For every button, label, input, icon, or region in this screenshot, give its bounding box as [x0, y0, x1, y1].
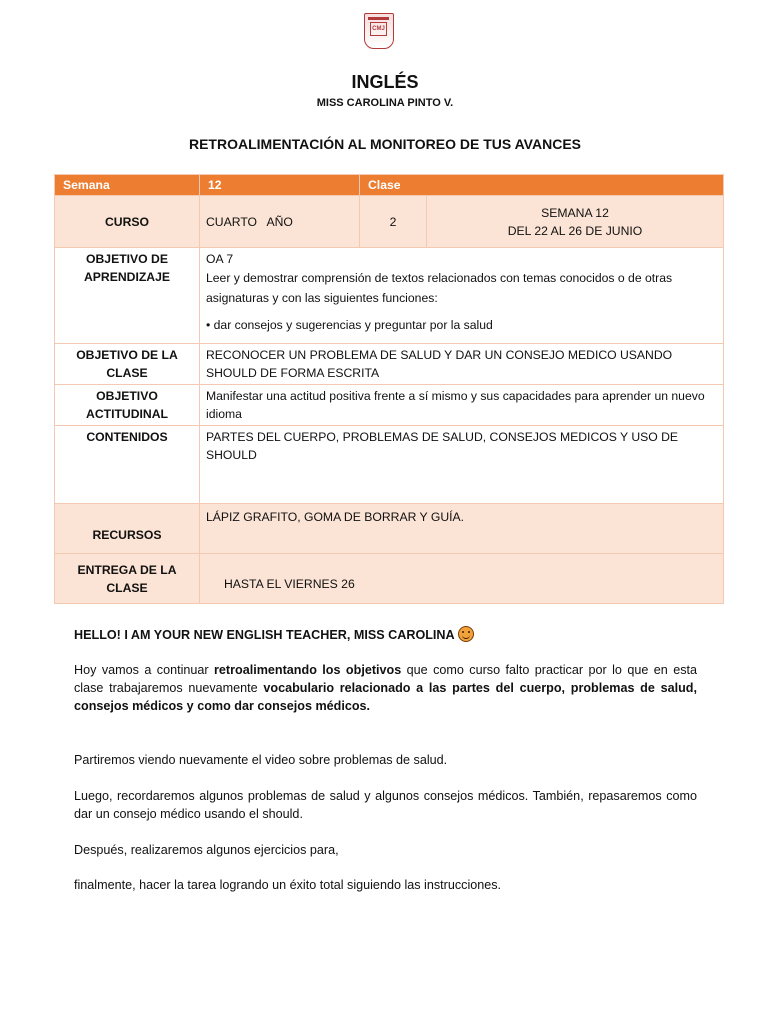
contenidos-value: PARTES DEL CUERPO, PROBLEMAS DE SALUD, CONSEJOS MEDICOS Y USO DE SHOULD	[200, 426, 724, 504]
greeting-text: HELLO! I AM YOUR NEW ENGLISH TEACHER, MISS CAROLINA	[74, 628, 455, 642]
semana-dates	[427, 196, 724, 248]
intro-text-1: Hoy vamos a continuar	[74, 663, 215, 677]
curso-row	[55, 196, 724, 248]
paragraph-exercises: Después, realizaremos algunos ejercicios para,	[74, 843, 339, 857]
curso-label: CURSO	[55, 196, 200, 248]
objetivo-aprendizaje-row	[55, 248, 724, 344]
curso-value: CUARTO AÑO	[200, 196, 360, 248]
objetivo-clase-row	[55, 344, 724, 385]
entrega-label: ENTREGA DE LA CLASE	[55, 554, 200, 604]
recursos-label: RECURSOS	[55, 504, 200, 554]
clase-number: 2	[360, 196, 427, 248]
table-header-row	[55, 175, 724, 196]
oa-bullet: • dar consejos y sugerencias y preguntar por la salud	[206, 318, 493, 332]
objetivo-actitudinal-label: OBJETIVO ACTITUDINAL	[55, 385, 200, 426]
contenidos-row	[55, 426, 724, 504]
school-crest-icon: CMJ	[364, 13, 394, 49]
intro-paragraph	[74, 661, 697, 715]
paragraph-review: Luego, recordaremos algunos problemas de salud y algunos consejos médicos. También, repasaremos como dar un consejo médico usando el should.	[74, 789, 697, 821]
intro-bold-2: vocabulario relacionado a las partes del cuerpo, problemas de salud, consejos médicos y como dar consejos médicos.	[74, 681, 697, 713]
dates-line: DEL 22 AL 26 DE JUNIO	[507, 223, 643, 238]
paragraph-homework: finalmente, hacer la tarea logrando un éxito total siguiendo las instrucciones.	[74, 878, 502, 892]
oa-code: OA 7	[206, 252, 234, 266]
clase-label: Clase	[360, 175, 724, 196]
page-heading: RETROALIMENTACIÓN AL MONITOREO DE TUS AVANCES	[188, 136, 581, 152]
semana-label: Semana	[55, 175, 200, 196]
class-info-table	[54, 174, 724, 604]
entrega-value: HASTA EL VIERNES 26	[200, 554, 724, 604]
semana-line: SEMANA 12	[541, 205, 609, 220]
objetivo-clase-label: OBJETIVO DE LA CLASE	[55, 344, 200, 385]
contenidos-label: CONTENIDOS	[55, 426, 200, 504]
subject-title: INGLÉS	[351, 72, 419, 92]
oa-description: Leer y demostrar comprensión de textos relacionados con temas conocidos o de otras asignaturas y con las siguientes funciones:	[206, 271, 673, 305]
recursos-row	[55, 504, 724, 554]
greeting	[74, 626, 697, 644]
intro-bold-1: retroalimentando los objetivos	[214, 663, 402, 677]
objetivo-clase-value: RECONOCER UN PROBLEMA DE SALUD Y DAR UN CONSEJO MEDICO USANDO SHOULD DE FORMA ESCRITA	[200, 344, 724, 385]
objetivo-actitudinal-row	[55, 385, 724, 426]
semana-value: 12	[200, 175, 360, 196]
entrega-row	[55, 554, 724, 604]
objetivo-aprendizaje-value	[200, 248, 724, 344]
teacher-name: MISS CAROLINA PINTO V.	[316, 97, 454, 109]
objetivo-actitudinal-value: Manifestar una actitud positiva frente a sí mismo y sus capacidades para aprender un nuevo idioma	[200, 385, 724, 426]
recursos-value: LÁPIZ GRAFITO, GOMA DE BORRAR Y GUÍA.	[200, 504, 724, 554]
intro-text-2: que como curso falto practicar por lo que en esta clase trabajaremos nuevamente	[74, 663, 698, 695]
smiling-face-icon	[458, 626, 474, 642]
objetivo-aprendizaje-label: OBJETIVO DE APRENDIZAJE	[55, 248, 200, 344]
paragraph-video: Partiremos viendo nuevamente el video sobre problemas de salud.	[74, 753, 448, 767]
